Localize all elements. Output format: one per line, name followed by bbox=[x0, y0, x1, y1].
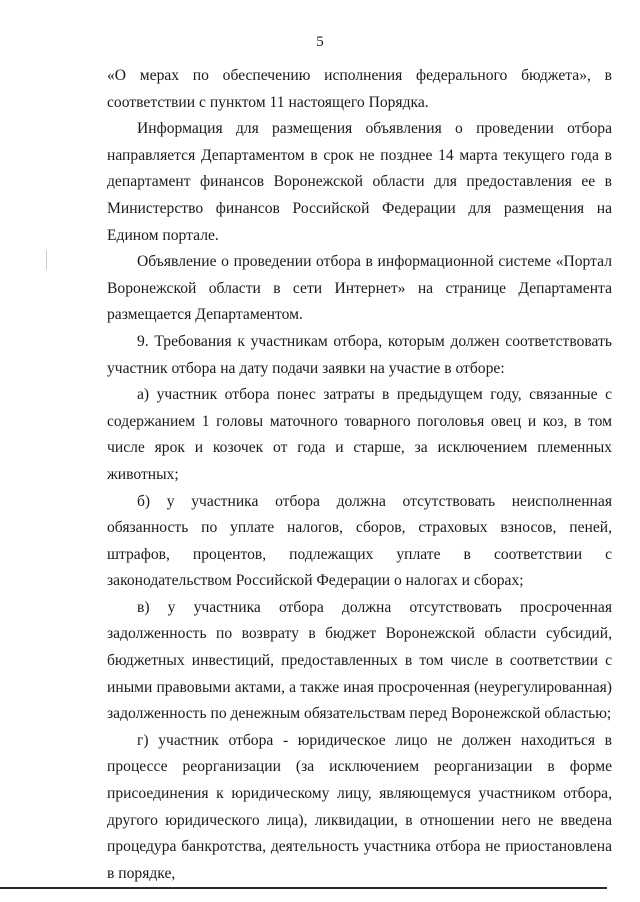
paragraph-announcement: Объявление о проведении отбора в информационной системе «Портал Воронежской области в сети Интернет» на странице Департамента размещается Департаментом. bbox=[107, 253, 612, 324]
paragraph-item-g: г) участник отбора - юридическое лицо не должен находиться в процессе реорганизации (за исключением реорганизации в форме присоединения к юридическому лицу, являющемуся участником отбора, другого юридического лица), ликвидации, в отношении него не введена процедура банкротства, деятельность участника отбора не приостановлена в порядке, bbox=[107, 731, 612, 882]
paragraph-continuation: «О мерах по обеспечению исполнения федерального бюджета», в соответствии с пунктом 11 настоящего Порядка. bbox=[107, 67, 612, 111]
page-number: 5 bbox=[316, 34, 324, 50]
document-body bbox=[107, 63, 612, 887]
paragraph-item-v: в) у участника отбора должна отсутствовать просроченная задолженность по возврату в бюджет Воронежской области субсидий, бюджетных инвестиций, предоставленных в том числе в соответствии с иными правовыми актами, а также иная просроченная (неурегулированная) задолженность по денежным обязательствам перед Воронежской областью; bbox=[107, 598, 612, 723]
paragraph-info-placement: Информация для размещения объявления о проведении отбора направляется Департаментом в срок не позднее 14 марта текущего года в департамент финансов Воронежской области для предоставления ее в Министерство финансов Российской Федерации для размещения на Едином портале. bbox=[107, 120, 612, 244]
margin-mark bbox=[46, 250, 47, 270]
paragraph-requirements-heading: 9. Требования к участникам отбора, которым должен соответствовать участник отбора на дату подачи заявки на участие в отборе: bbox=[107, 332, 612, 377]
page-bottom-edge bbox=[0, 887, 607, 889]
paragraph-item-b: б) у участника отбора должна отсутствовать неисполненная обязанность по уплате налогов, сборов, страховых взносов, пеней, штрафов, процентов, подлежащих уплате в соответствии с законодательством Российской Федерации о налогах и сборах; bbox=[107, 492, 612, 590]
paragraph-item-a: а) участник отбора понес затраты в предыдущем году, связанные с содержанием 1 головы маточного товарного поголовья овец и коз, в том числе ярок и козочек от года и старше, за исключением племенных животных; bbox=[107, 386, 612, 483]
